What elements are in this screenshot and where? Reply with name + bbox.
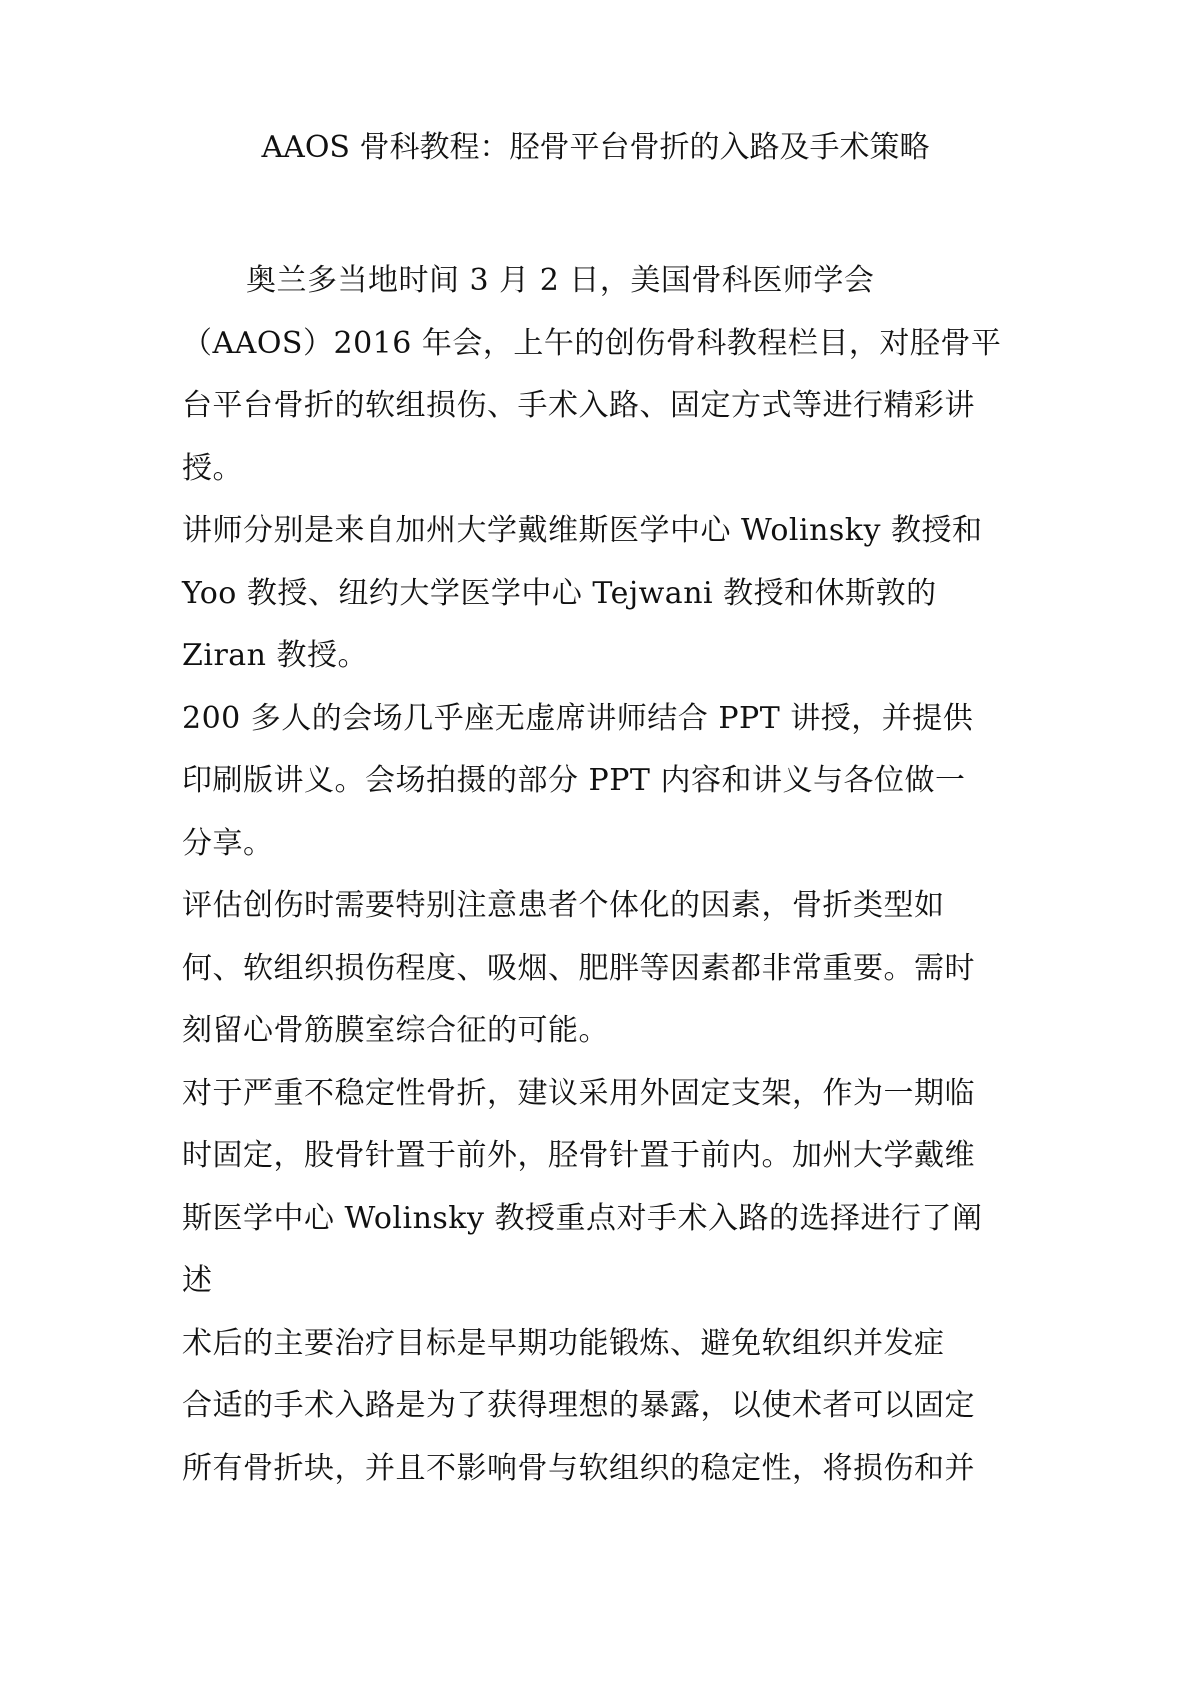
text-line: 奥兰多当地时间 3 月 2 日，美国骨科医师学会 — [246, 263, 875, 298]
text-line: 术后的主要治疗目标是早期功能锻炼、避免软组织并发症 — [182, 1325, 945, 1361]
text-line: 印刷版讲义。会场拍摄的部分 PPT 内容和讲义与各位做一 — [182, 763, 966, 798]
text-line: 所有骨折块，并且不影响骨与软组织的稳定性，将损伤和并 — [182, 1450, 975, 1486]
text-line: 对于严重不稳定性骨折，建议采用外固定支架，作为一期临 — [182, 1075, 975, 1111]
text-line: 刻留心骨筋膜室综合征的可能。 — [182, 1013, 609, 1048]
document-body — [182, 250, 1017, 1500]
document-title: AAOS 骨科教程：胫骨平台骨折的入路及手术策略 — [261, 130, 930, 165]
text-line: 台平台骨折的软组损伤、手术入路、固定方式等进行精彩讲 — [182, 388, 975, 423]
text-line: 200 多人的会场几乎座无虚席讲师结合 PPT 讲授，并提供 — [182, 700, 974, 736]
text-line: 何、软组织损伤程度、吸烟、肥胖等因素都非常重要。需时 — [182, 950, 975, 986]
text-line: 分享。 — [182, 825, 274, 861]
text-line: Yoo 教授、纽约大学医学中心 Tejwani 教授和休斯敦的 — [182, 575, 937, 611]
text-line: （AAOS）2016 年会，上午的创伤骨科教程栏目，对胫骨平 — [182, 325, 1002, 361]
text-line: 授。 — [182, 450, 243, 486]
text-line: 时固定，股骨针置于前外，胫骨针置于前内。加州大学戴维 — [182, 1138, 975, 1173]
text-line: 合适的手术入路是为了获得理想的暴露，以使术者可以固定 — [182, 1388, 975, 1423]
text-line: 述 — [182, 1263, 213, 1298]
text-line: Ziran 教授。 — [182, 638, 369, 673]
text-line: 斯医学中心 Wolinsky 教授重点对手术入路的选择进行了阐 — [182, 1200, 983, 1236]
text-line: 讲师分别是来自加州大学戴维斯医学中心 Wolinsky 教授和 — [182, 513, 983, 548]
text-line: 评估创伤时需要特别注意患者个体化的因素，骨折类型如 — [182, 888, 945, 923]
